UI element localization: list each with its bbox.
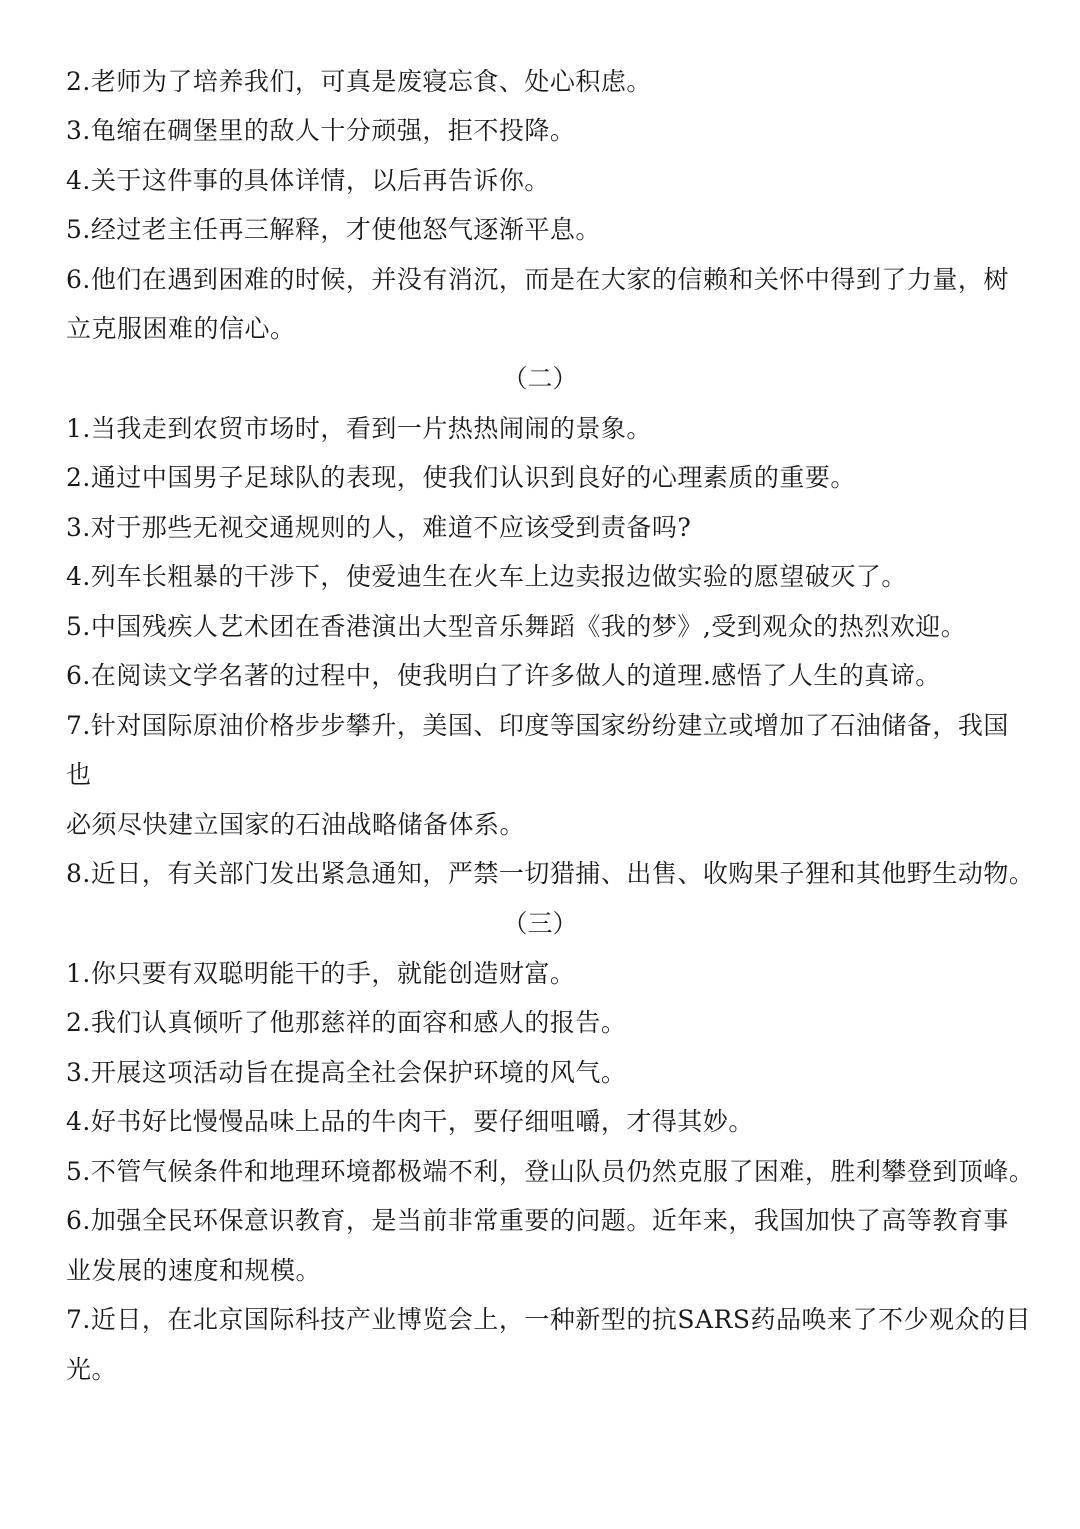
text-line: 光。	[66, 1355, 118, 1384]
text-line: 立克服困难的信心。	[66, 314, 296, 343]
text-line: 3.对于那些无视交通规则的人，难道不应该受到责备吗?	[66, 513, 692, 542]
text-line: 4.列车长粗暴的干涉下，使爱迪生在火车上边卖报边做实验的愿望破灭了。	[66, 562, 907, 591]
text-line: 7.近日，在北京国际科技产业博览会上，一种新型的抗SARS药品唤来了不少观众的目	[66, 1305, 1031, 1334]
text-line: 3.开展这项活动旨在提高全社会保护环境的风气。	[66, 1058, 627, 1087]
text-line: 2.我们认真倾听了他那慈祥的面容和感人的报告。	[66, 1008, 627, 1037]
text-line: 2.老师为了培养我们，可真是废寝忘食、处心积虑。	[66, 67, 652, 96]
text-line: 必须尽快建立国家的石油战略储备体系。	[66, 810, 526, 839]
text-line: 6.加强全民环保意识教育，是当前非常重要的问题。近年来，我国加快了高等教育事	[66, 1206, 1009, 1235]
text-line: 5.经过老主任再三解释，才使他怒气逐渐平息。	[66, 215, 601, 244]
text-line: 2.通过中国男子足球队的表现，使我们认识到良好的心理素质的重要。	[66, 463, 856, 492]
section-heading-3: （三）	[502, 909, 578, 938]
text-line: 4.关于这件事的具体详情，以后再告诉你。	[66, 166, 550, 195]
text-line: 6.在阅读文学名著的过程中，使我明白了许多做人的道理.感悟了人生的真谛。	[66, 661, 941, 690]
text-line: 1.你只要有双聪明能干的手，就能创造财富。	[66, 959, 576, 988]
text-line: 3.龟缩在碉堡里的敌人十分顽强，拒不投降。	[66, 116, 576, 145]
text-line: 8.近日，有关部门发出紧急通知，严禁一切猎捕、出售、收购果子狸和其他野生动物。	[66, 859, 1035, 888]
text-line: 5.中国残疾人艺术团在香港演出大型音乐舞蹈《我的梦》,受到观众的热烈欢迎。	[66, 612, 967, 641]
section-heading-2: （二）	[502, 364, 578, 393]
text-line: 5.不管气候条件和地理环境都极端不利，登山队员仍然克服了困难，胜利攀登到顶峰。	[66, 1157, 1035, 1186]
text-line: 业发展的速度和规模。	[66, 1256, 322, 1285]
text-line: 1.当我走到农贸市场时，看到一片热热闹闹的景象。	[66, 414, 652, 443]
text-line: 7.针对国际原油价格步步攀升，美国、印度等国家纷纷建立或增加了石油储备，我国	[66, 711, 1009, 740]
text-line: 4.好书好比慢慢品味上品的牛肉干，要仔细咀嚼，才得其妙。	[66, 1107, 754, 1136]
text-line: 6.他们在遇到困难的时候，并没有消沉，而是在大家的信赖和关怀中得到了力量，树	[66, 265, 1009, 294]
text-line: 也	[66, 760, 92, 789]
